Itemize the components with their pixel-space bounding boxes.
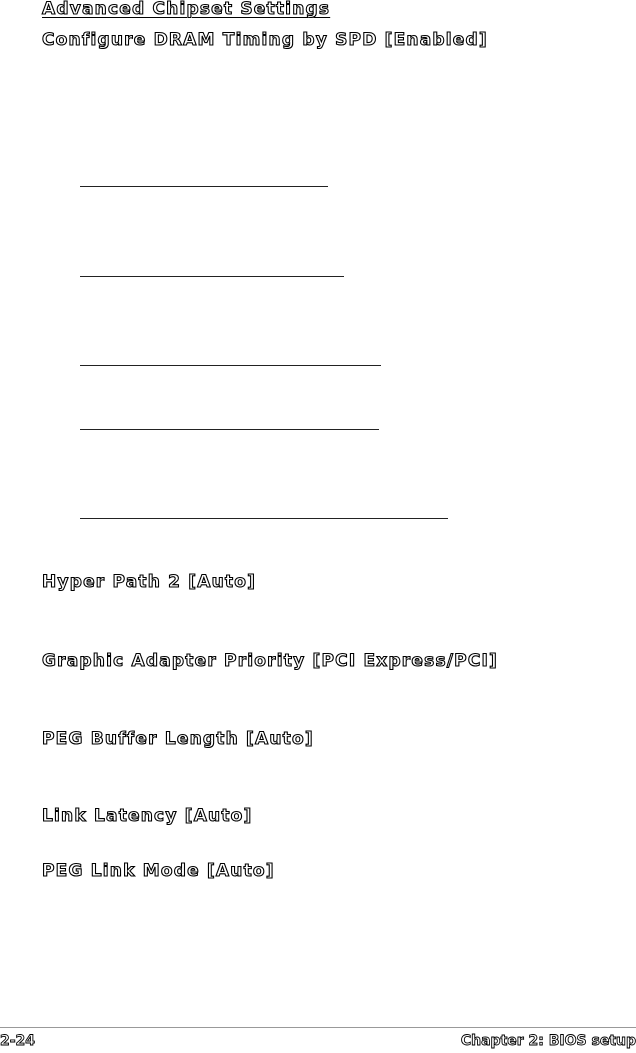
chapter-title: Chapter 2: BIOS setup [460, 1033, 636, 1049]
subitem-rule-5 [80, 518, 448, 519]
subitem-rule-2 [80, 276, 344, 277]
item-link-latency: Link Latency [Auto] [42, 806, 253, 826]
footer-divider [0, 1027, 636, 1028]
item-graphic-adapter-priority: Graphic Adapter Priority [PCI Express/PCI] [42, 651, 499, 671]
subitem-rule-3 [80, 365, 381, 366]
page-number: 2-24 [0, 1033, 36, 1049]
item-peg-buffer-length: PEG Buffer Length [Auto] [42, 729, 314, 749]
subitem-rule-1 [80, 186, 328, 187]
item-configure-dram-timing: Configure DRAM Timing by SPD [Enabled] [42, 30, 488, 50]
subitem-rule-4 [80, 429, 379, 430]
section-title: Advanced Chipset Settings [42, 0, 331, 19]
item-hyper-path-2: Hyper Path 2 [Auto] [42, 572, 257, 592]
item-peg-link-mode: PEG Link Mode [Auto] [42, 861, 275, 881]
